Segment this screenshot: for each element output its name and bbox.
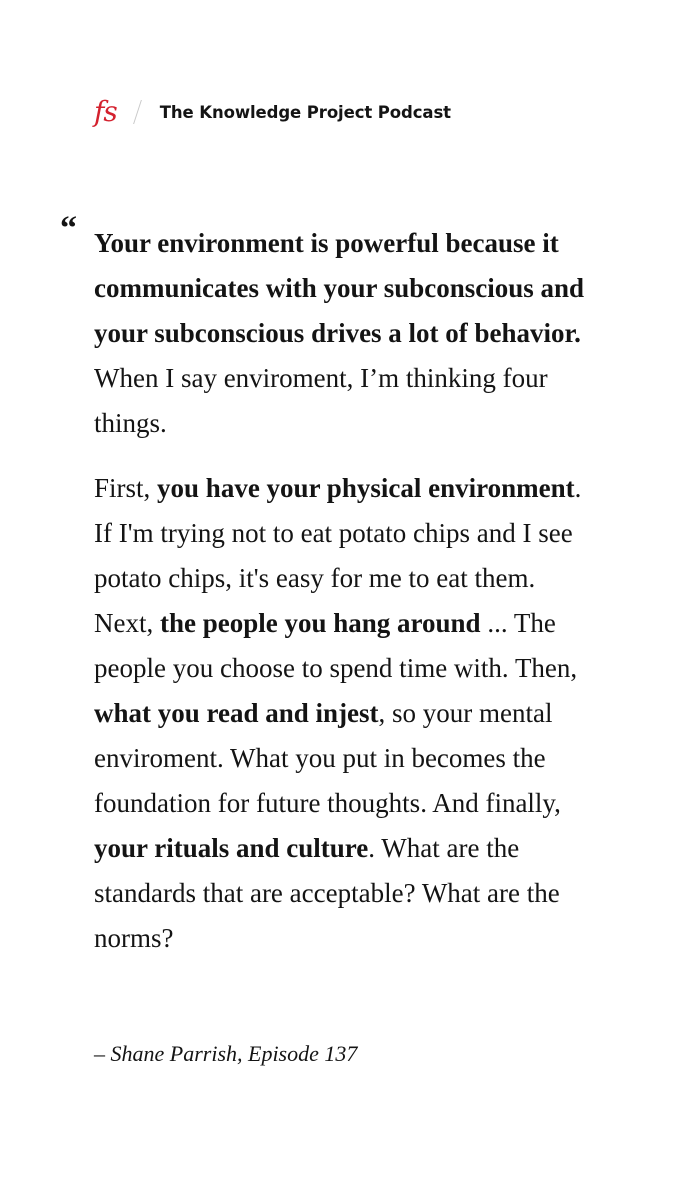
quote-segment: . If I'm trying not to eat potato chips and I see potato chips, it's easy for me to eat them. Next, (94, 473, 582, 638)
quote-paragraph-2 (94, 466, 594, 961)
quote-segment: ... The people you choose to spend time with. Then, (94, 608, 578, 683)
quote-segment: you have your physical environment (157, 473, 575, 503)
header (94, 94, 451, 130)
quote-segment: what you read and injest (94, 698, 379, 728)
fs-logo: fs (94, 95, 117, 128)
quote-segment: the people you hang around (159, 608, 481, 638)
header-divider (133, 100, 142, 124)
quote-segment: . What are the standards that are acceptable? What are the norms? (94, 833, 560, 953)
quote-segment: , so your mental enviroment. What you put in becomes the foundation for future thoughts. And finally, (94, 698, 561, 818)
quote-segment: When I say enviroment, I’m thinking four things. (94, 363, 548, 438)
open-quote-mark: “ (60, 210, 77, 247)
quote-body (94, 221, 594, 961)
quote-attribution: – Shane Parrish, Episode 137 (94, 1041, 358, 1066)
quote-paragraph-1 (94, 221, 594, 446)
quote-segment: Your environment is powerful because it communicates with your subconscious and your subconscious drives a lot of behavior. (94, 228, 585, 348)
podcast-title: The Knowledge Project Podcast (159, 102, 451, 122)
quote-segment: your rituals and culture (94, 833, 369, 863)
quote-segment: First, (94, 473, 158, 503)
